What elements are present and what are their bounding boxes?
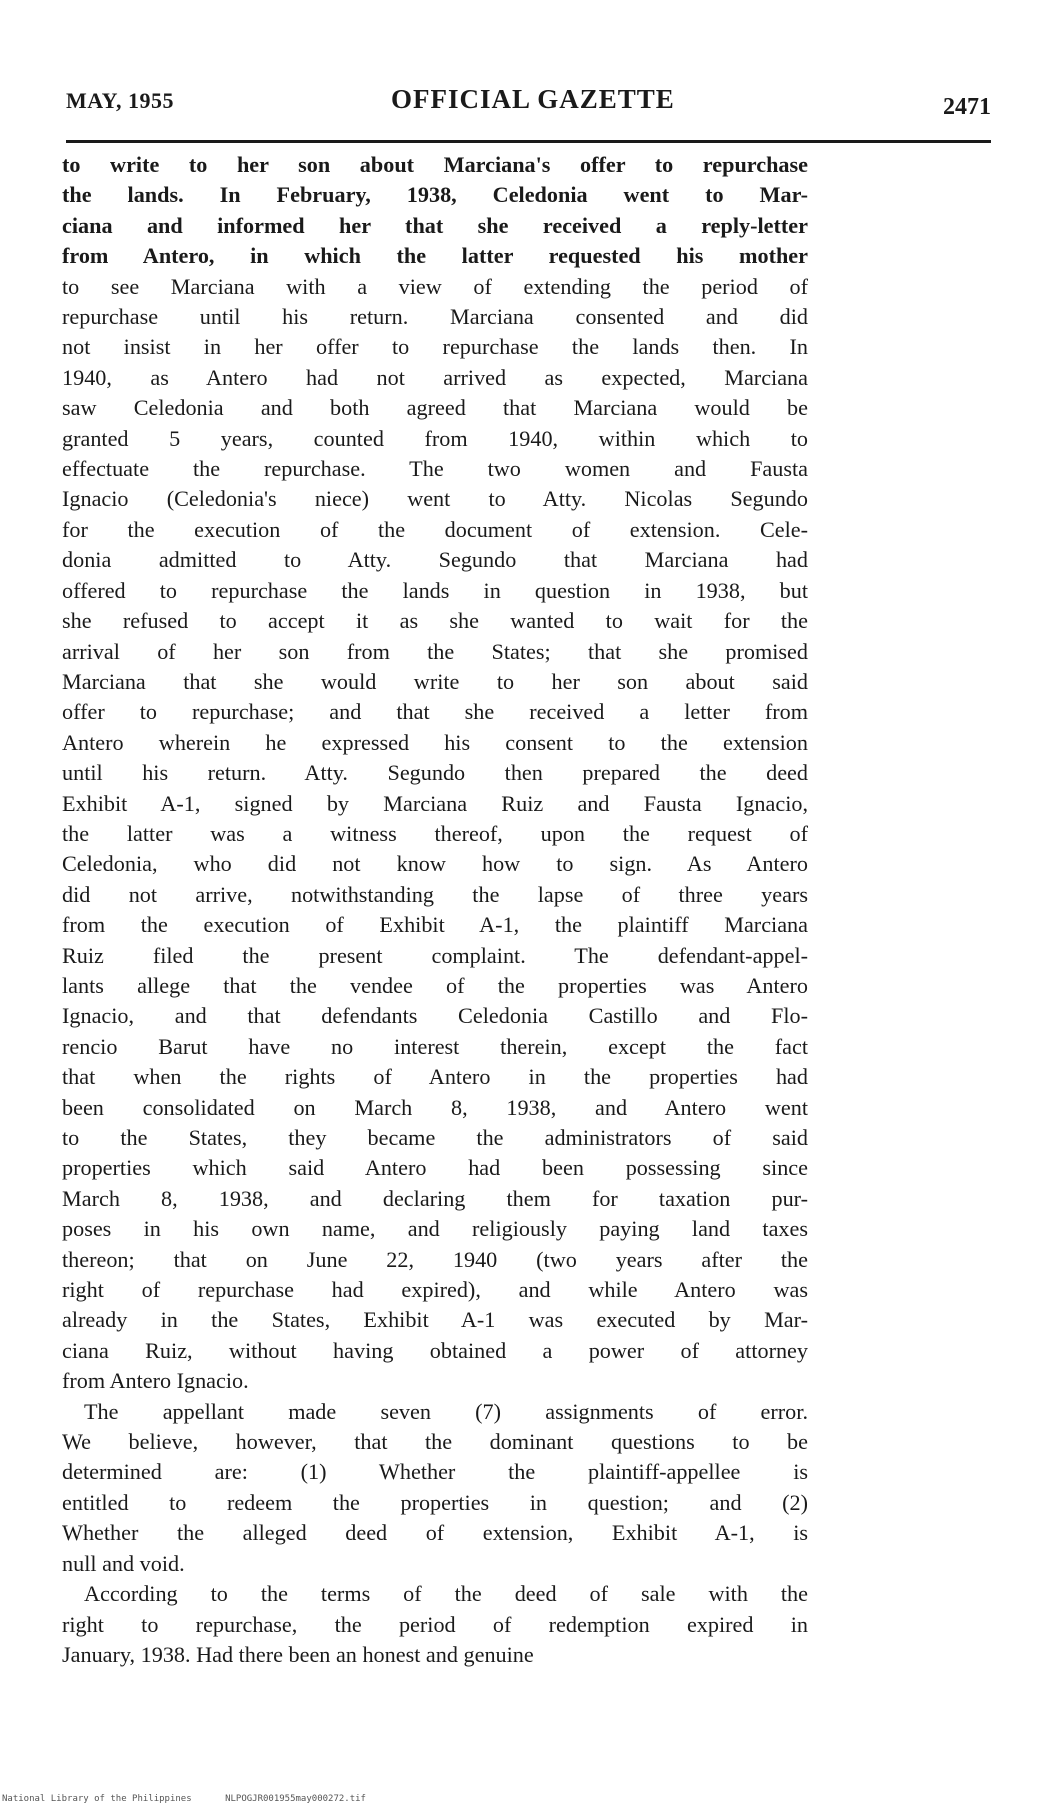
- text-line: right to repurchase, the period of redemption expired in: [62, 1611, 808, 1637]
- text-line: ciana and informed her that she received a reply-letter: [62, 212, 808, 238]
- header-rule: [66, 140, 991, 143]
- text-line: null and void.: [62, 1550, 185, 1576]
- text-line: January, 1938. Had there been an honest and genuine: [62, 1641, 534, 1667]
- text-line: saw Celedonia and both agreed that Marciana would be: [62, 395, 808, 421]
- text-line: The appellant made seven (7) assignments of error.: [84, 1398, 808, 1424]
- text-line: not insist in her offer to repurchase the lands then. In: [62, 334, 808, 360]
- text-line: to write to her son about Marciana's offer to repurchase: [62, 152, 808, 177]
- text-line: rencio Barut have no interest therein, except the fact: [62, 1033, 808, 1059]
- text-line: the latter was a witness thereof, upon the request of: [62, 820, 808, 846]
- text-line: right of repurchase had expired), and while Antero was: [62, 1277, 808, 1303]
- text-line: Celedonia, who did not know how to sign. As Antero: [62, 851, 808, 877]
- text-line: to the States, they became the administrators of said: [62, 1125, 808, 1150]
- text-line: arrival of her son from the States; that she promised: [62, 638, 808, 664]
- text-line: Whether the alleged deed of extension, Exhibit A-1, is: [62, 1520, 808, 1546]
- text-line: the lands. In February, 1938, Celedonia went to Mar-: [62, 182, 808, 208]
- paragraph: [62, 1397, 808, 1579]
- text-line: from Antero, in which the latter requested his mother: [62, 243, 808, 269]
- text-line: Ignacio (Celedonia's niece) went to Atty. Nicolas Segundo: [62, 486, 808, 512]
- text-line: Marciana that she would write to her son about said: [62, 668, 808, 694]
- text-line: for the execution of the document of extension. Cele-: [62, 516, 808, 542]
- text-line: been consolidated on March 8, 1938, and Antero went: [62, 1094, 808, 1120]
- text-line: until his return. Atty. Segundo then prepared the deed: [62, 760, 808, 786]
- footer-file: NLPOGJR001955may000272.tif: [225, 1794, 366, 1804]
- text-line: determined are: (1) Whether the plaintiff-appellee is: [62, 1459, 808, 1485]
- text-line: offered to repurchase the lands in question in 1938, but: [62, 577, 808, 603]
- text-line: Antero wherein he expressed his consent to the extension: [62, 729, 808, 755]
- text-line: poses in his own name, and religiously paying land taxes: [62, 1216, 808, 1242]
- text-line: granted 5 years, counted from 1940, within which to: [62, 425, 808, 451]
- text-line: repurchase until his return. Marciana consented and did: [62, 304, 808, 330]
- text-line: ciana Ruiz, without having obtained a power of attorney: [62, 1337, 808, 1363]
- text-line: thereon; that on June 22, 1940 (two years after the: [62, 1246, 808, 1272]
- scan-footer: [2, 1794, 394, 1804]
- text-line: According to the terms of the deed of sale with the: [84, 1581, 808, 1607]
- text-line: March 8, 1938, and declaring them for taxation pur-: [62, 1185, 808, 1211]
- text-line: that when the rights of Antero in the properties had: [62, 1064, 808, 1090]
- text-line: effectuate the repurchase. The two women and Fausta: [62, 456, 808, 482]
- text-line: already in the States, Exhibit A-1 was executed by Mar-: [62, 1307, 808, 1333]
- text-line: did not arrive, notwithstanding the lapse of three years: [62, 881, 808, 907]
- text-line: from Antero Ignacio.: [62, 1368, 249, 1394]
- text-line: We believe, however, that the dominant questions to be: [62, 1429, 808, 1455]
- text-line: entitled to redeem the properties in question; and (2): [62, 1489, 808, 1515]
- text-line: properties which said Antero had been possessing since: [62, 1155, 808, 1181]
- text-line: Ignacio, and that defendants Celedonia Castillo and Flo-: [62, 1003, 808, 1029]
- footer-library: National Library of the Philippines: [2, 1794, 192, 1804]
- text-line: lants allege that the vendee of the properties was Antero: [62, 972, 808, 998]
- text-line: she refused to accept it as she wanted to wait for the: [62, 608, 808, 634]
- text-line: Exhibit A-1, signed by Marciana Ruiz and Fausta Ignacio,: [62, 790, 808, 816]
- text-line: donia admitted to Atty. Segundo that Marciana had: [62, 547, 808, 573]
- text-line: Ruiz filed the present complaint. The defendant-appel-: [62, 942, 808, 968]
- text-line: to see Marciana with a view of extending the period of: [62, 273, 808, 299]
- page-number: 2471: [943, 94, 991, 120]
- text-line: 1940, as Antero had not arrived as expected, Marciana: [62, 364, 808, 390]
- paragraph: [62, 1579, 808, 1670]
- publication-title: OFFICIAL GAZETTE: [391, 84, 675, 114]
- page-header: [66, 84, 991, 128]
- text-line: offer to repurchase; and that she received a letter from: [62, 699, 808, 725]
- issue-date: MAY, 1955: [66, 88, 175, 113]
- body-text: [62, 150, 808, 1670]
- paragraph: [62, 150, 808, 1397]
- text-line: from the execution of Exhibit A-1, the plaintiff Marciana: [62, 912, 808, 938]
